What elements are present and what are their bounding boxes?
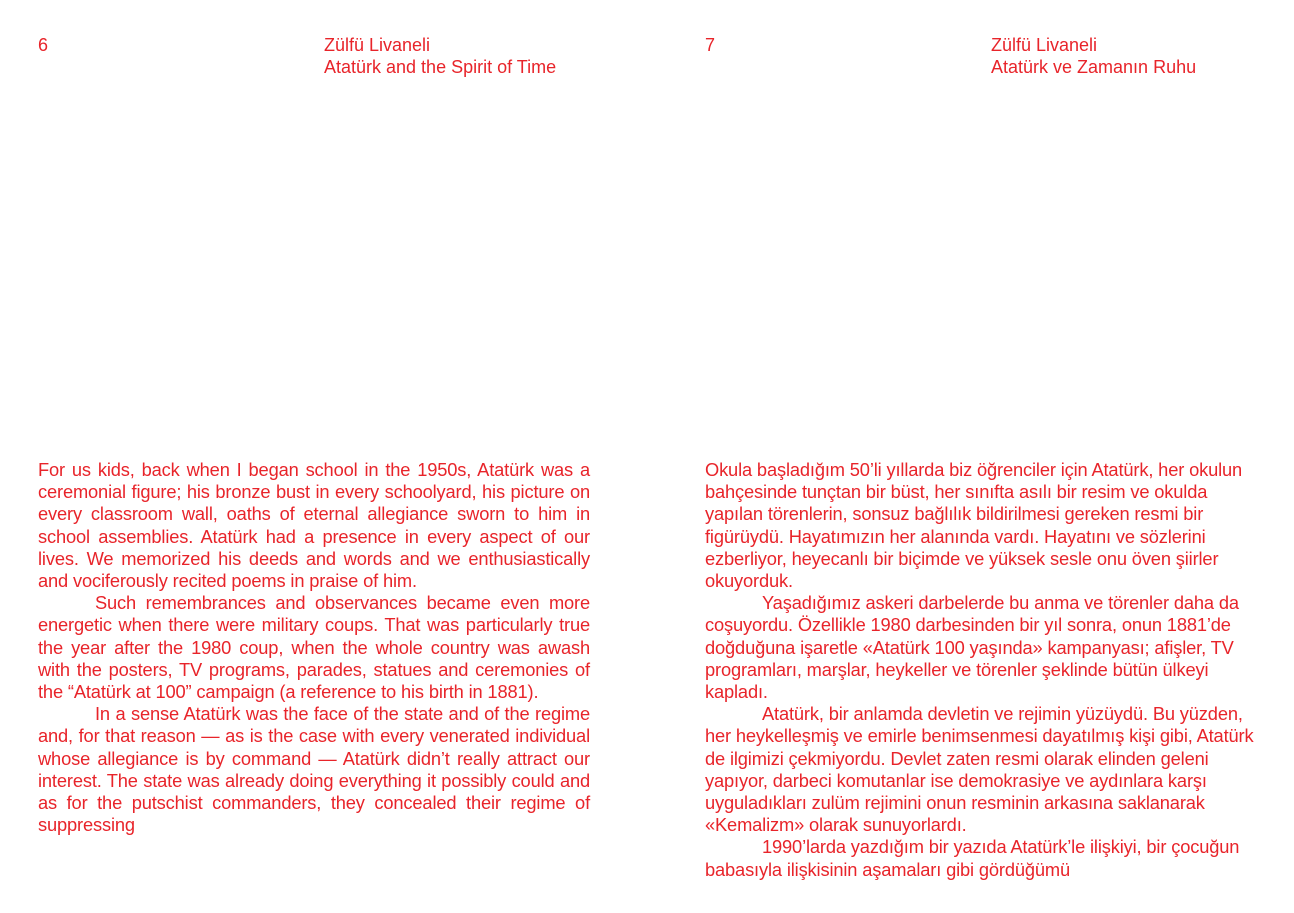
essay-title: Atatürk ve Zamanın Ruhu (991, 57, 1197, 77)
right-page (705, 0, 1255, 913)
paragraph: For us kids, back when I began school in the 1950s, Atatürk was a ceremonial figure; his bronze bust in every schoolyard, his picture on every classroom wall, oaths of eternal allegiance sworn to him in school assemblies. Atatürk had a presence in every aspect of our lives. We memorized his deeds and words and we enthusiastically and vociferously recited poems in praise of him. (38, 459, 590, 592)
paragraph: Yaşadığımız askeri darbelerde bu anma ve törenler daha da coşuyordu. Özellikle 1980 darbesinden bir yıl sonra, onun 1881’de doğduğuna işaretle «Atatürk 100 yaşında» kampanyası; afişler, TV programları, marşlar, heykeller ve törenler şeklinde bütün ülkeyi kapladı. (705, 592, 1239, 703)
body-text (705, 459, 1255, 881)
author-name: Zülfü Livaneli (991, 35, 1098, 55)
paragraph: In a sense Atatürk was the face of the state and of the regime and, for that reason — as is the case with every venerated individual whose allegiance is by command — Atatürk didn’t really attract our interest. The state was already doing everything it possibly could and as for the putschist commanders, they concealed their regime of suppressing (38, 703, 590, 836)
left-page (38, 0, 590, 913)
paragraph: Such remembrances and observances became even more energetic when there were military coups. That was particularly true the year after the 1980 coup, when the whole country was awash with the posters, TV programs, parades, statues and ceremonies of the “Atatürk at 100” campaign (a reference to his birth in 1881). (38, 592, 590, 703)
paragraph: Okula başladığım 50’li yıllarda biz öğrenciler için Atatürk, her okulun bahçesinde tunçtan bir büst, her sınıfta asılı bir resim ve okulda yapılan törenlerin, sonsuz bağlılık bildirilmesi gereken resmi bir figürüydü. Hayatımızın her alanında vardı. Hayatını ve sözlerini ezberliyor, heyecanlı bir biçimde ve yüksek sesle onu öven şiirler okuyorduk. (705, 459, 1243, 592)
paragraph: 1990’larda yazdığım bir yazıda Atatürk’le ilişkiyi, bir çocuğun babasıyla ilişkisinin aşamaları gibi gördüğümü (705, 836, 1240, 880)
body-text (38, 459, 590, 836)
author-name: Zülfü Livaneli (324, 35, 431, 55)
running-head (991, 34, 1196, 78)
page-number: 6 (38, 35, 49, 55)
essay-title: Atatürk and the Spirit of Time (324, 57, 557, 77)
running-head (324, 34, 556, 78)
paragraph: Atatürk, bir anlamda devletin ve rejimin yüzüydü. Bu yüzden, her heykelleşmiş ve emirle benimsenmesi dayatılmış kişi gibi, Atatürk de ilgimizi çekmiyordu. Devlet zaten resmi olarak elinden geleni yapıyor, darbeci komutanlar ise demokrasiye ve aydınlara karşı uyguladıkları zulüm rejimini onun resminin arkasına saklanarak «Kemalizm» olarak sunuyorlardı. (705, 703, 1254, 836)
page-number: 7 (705, 35, 716, 55)
